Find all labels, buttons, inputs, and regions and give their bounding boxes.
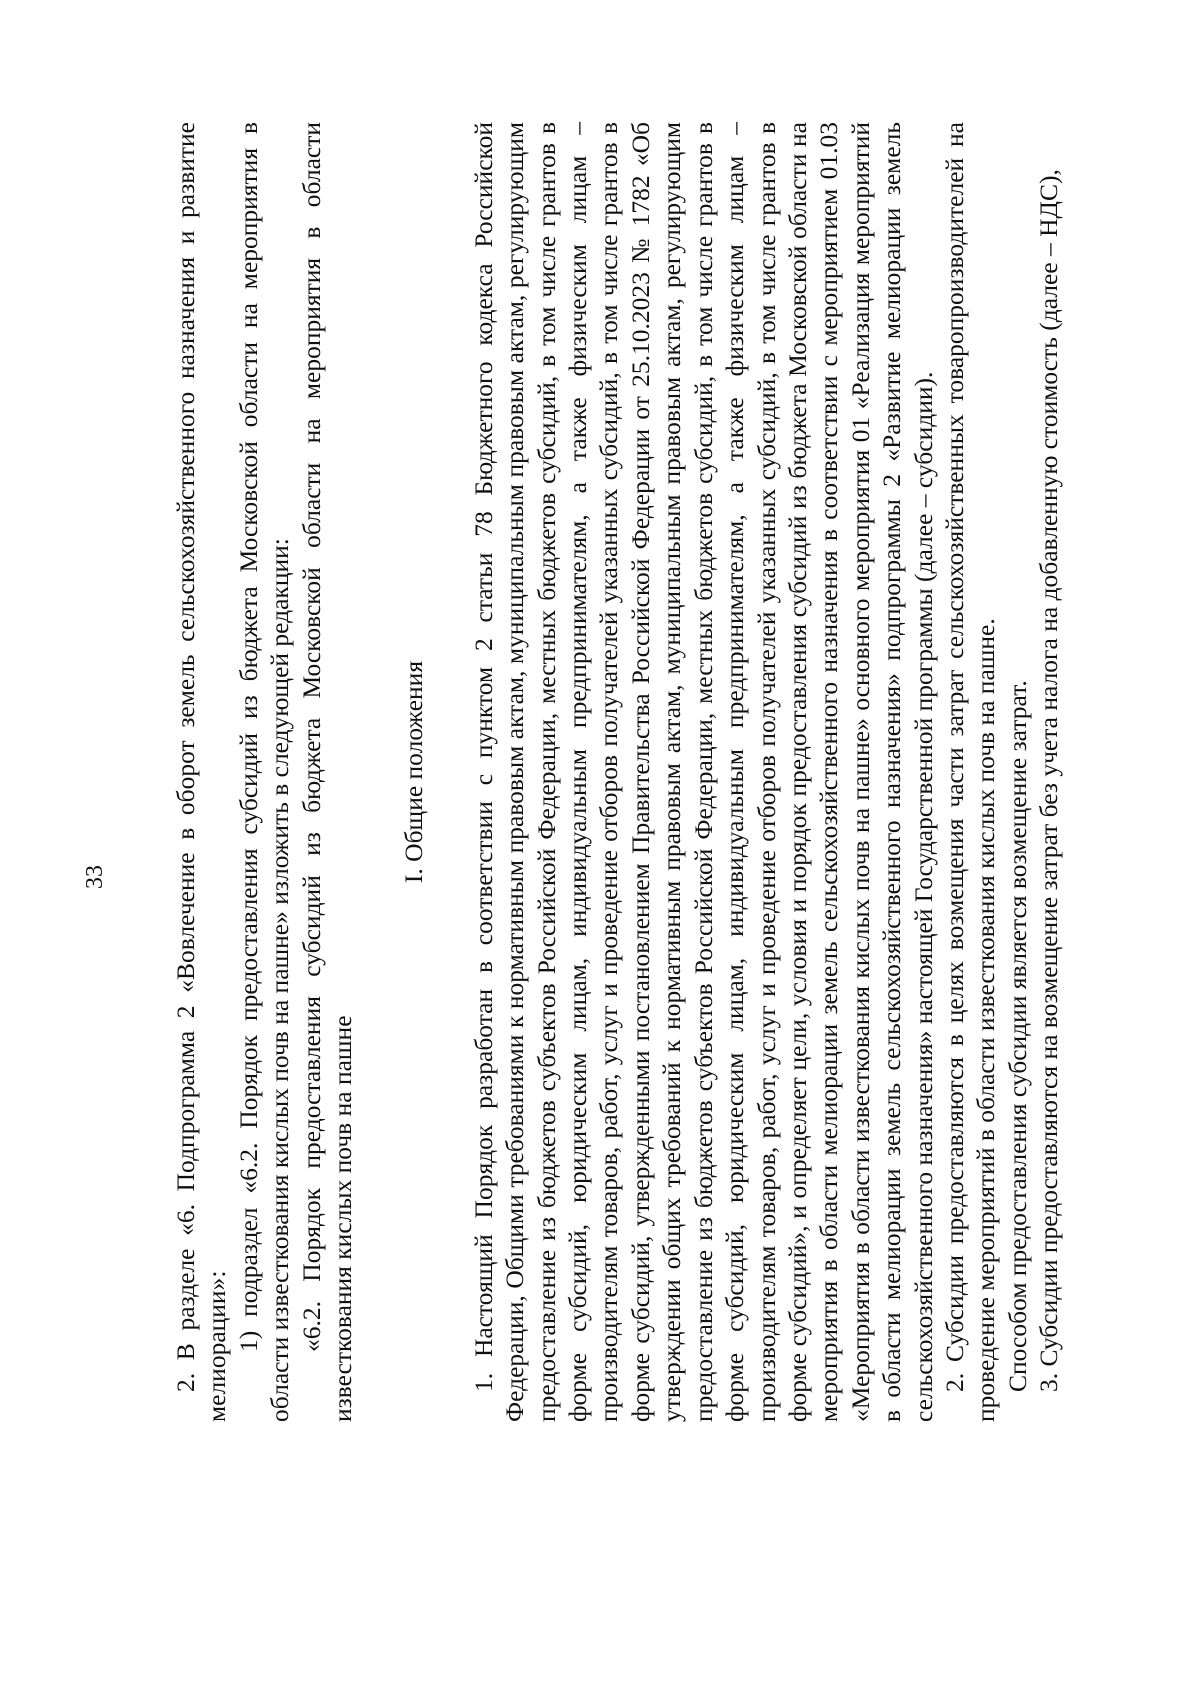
body-paragraph-4: 3. Субсидии предоставляются на возмещение затрат без учета налога на добавленную стоимость (далее – НДС),: [1034, 169, 1064, 1392]
document-body: [170, 122, 1065, 1422]
body-paragraph-1: 1. Настоящий Порядок разработан в соответствии с пунктом 2 статьи 78 Бюджетного кодекса Российской Федерации, Общими требованиями к нормативным правовым актам, муниципальным правовым актам, регулирующим предоставление из бюджетов субъектов Российской Федерации, местных бюджетов субсидий, в том числе грантов в форме субсидий, юридическим лицам, индивидуальным предпринимателям, а также физическим лицам – производителям товаров, работ, услуг и проведение отборов получателей указанных субсидий, в том числе грантов в форме субсидий, утвержденными постановлением Правительства Российской Федерации от 25.10.2023 № 1782 «Об утверждении общих требований к нормативным правовым актам, муниципальным правовым актам, регулирующим предоставление из бюджетов субъектов Российской Федерации, местных бюджетов субсидий, в том числе грантов в форме субсидий, юридическим лицам, индивидуальным предпринимателям, а также физическим лицам – производителям товаров, работ, услуг и проведение отборов получателей указанных субсидий, в том числе грантов в форме субсидий», и определяет цели, условия и порядок предоставления субсидий из бюджета Московской области на мероприятия в области мелиорации земель сельскохозяйственного назначения в соответствии с мероприятием 01.03 «Мероприятия в области известкования кислых почв на пашне» основного мероприятия 01 «Реализация мероприятий в области мелиорации земель сельскохозяйственного назначения» подпрограммы 2 «Развитие мелиорации земель сельскохозяйственного назначения» настоящей Государственной программы (далее – субсидии).: [468, 122, 938, 1422]
body-paragraph-3: Способом предоставления субсидии является возмещение затрат.: [1002, 680, 1032, 1392]
intro-paragraph-1: 2. В разделе «6. Подпрограмма 2 «Вовлечение в оборот земель сельскохозяйственного назначения и развитие мелиорации»:: [171, 122, 232, 1422]
page-number: 33: [82, 865, 108, 889]
intro-paragraph-3: «6.2. Порядок предоставления субсидий из бюджета Московской области на мероприятия в области известкования кислых почв на пашне: [296, 122, 358, 1422]
section-heading: I. Общие положения: [399, 660, 429, 884]
intro-paragraph-2: 1) подраздел «6.2. Порядок предоставления субсидий из бюджета Московской области на мероприятия в области известкования кислых почв на пашне» изложить в следующей редакции:: [233, 122, 295, 1422]
body-paragraph-2: 2. Субсидии предоставляются в целях возмещения части затрат сельскохозяйственных товаропроизводителей на проведение мероприятий в области известкования кислых почв на пашне.: [939, 122, 1001, 1422]
